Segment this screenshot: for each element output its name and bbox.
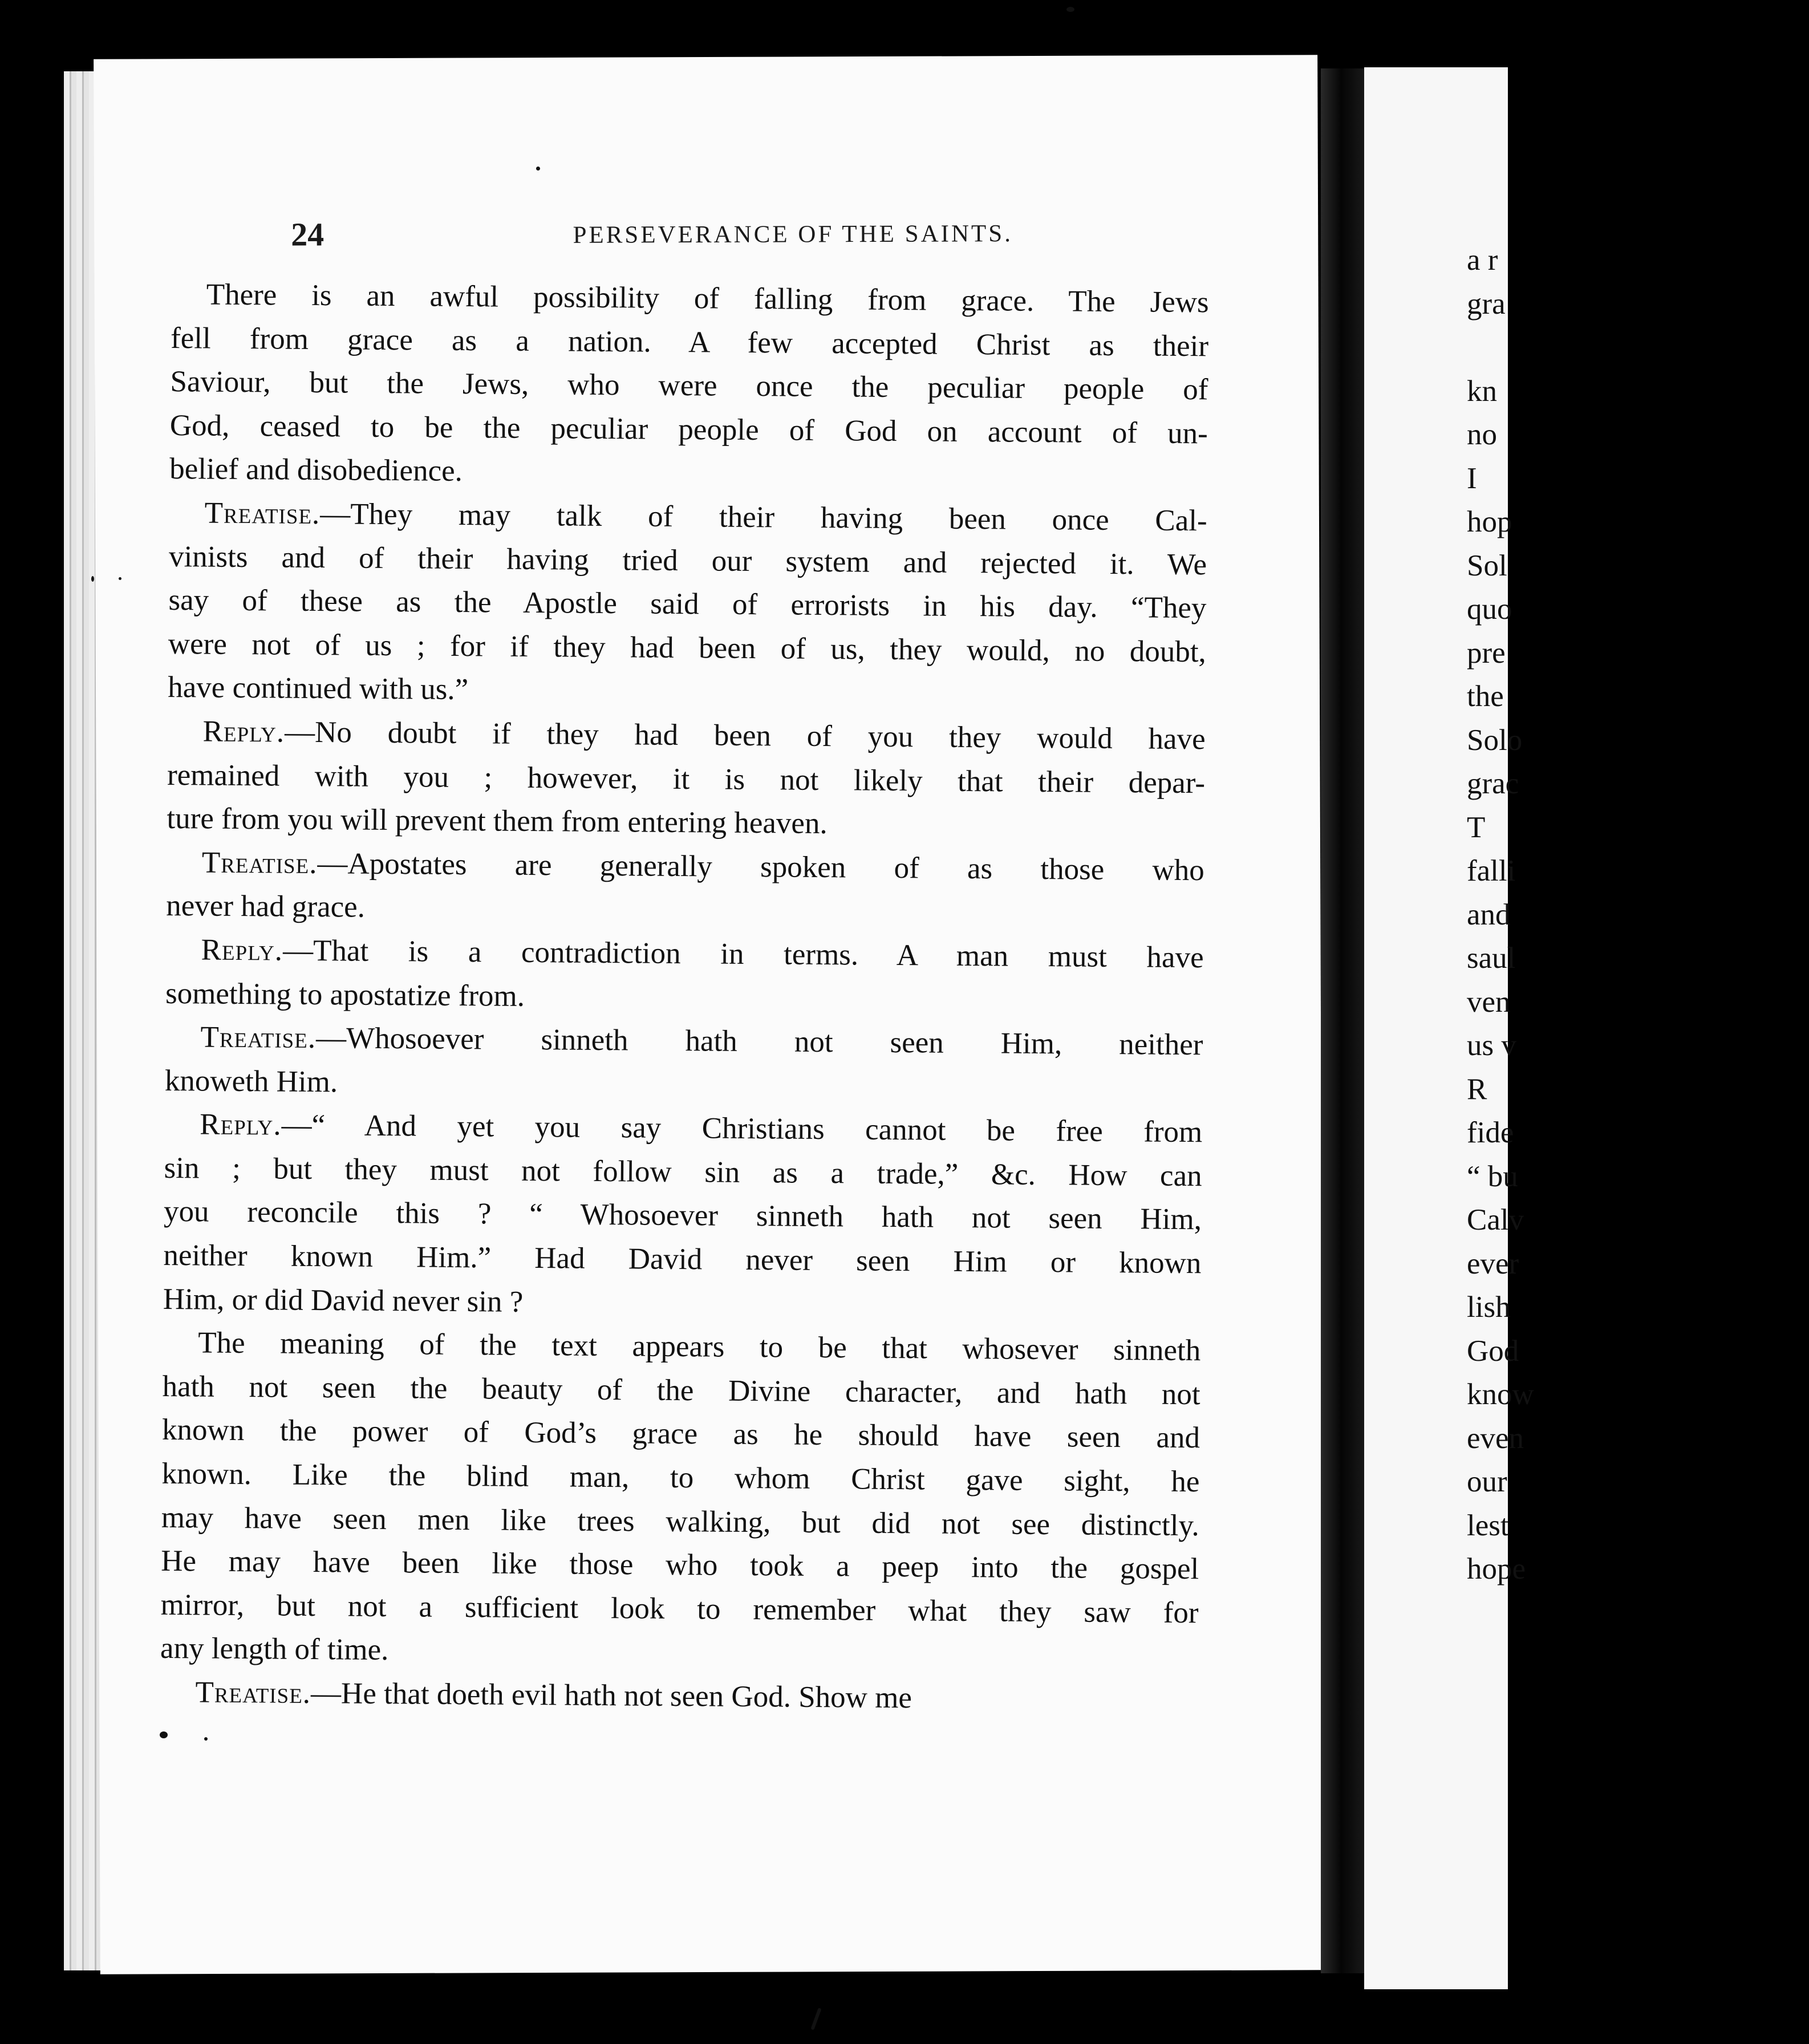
facing-page-fragment: falli (1467, 854, 1516, 887)
text-line: There is an awful possibility of falling from grace. The Jews (206, 278, 1209, 319)
paragraph (160, 1321, 1201, 1678)
speaker-label: Treatise. (195, 1676, 311, 1710)
text-line: known the power of God’s grace as he should have seen and (161, 1413, 1200, 1455)
text-line: sin ; but they must not follow sin as a trade,” &c. How can (164, 1151, 1202, 1193)
text-line (164, 1102, 1203, 1154)
speaker-label: Treatise. (200, 1020, 317, 1055)
speaker-label: Reply. (200, 1108, 282, 1142)
facing-page-fragment: hop (1467, 505, 1512, 538)
text-line: have continued with us.” (168, 671, 469, 707)
facing-page-fragment: quo (1467, 593, 1512, 626)
dust-speck (119, 577, 121, 580)
facing-page-fragment: a r (1467, 244, 1498, 277)
dust-speck (1066, 7, 1074, 12)
dust-speck (536, 167, 540, 171)
paragraph (167, 709, 1206, 849)
text-line (165, 928, 1204, 980)
facing-page-fragment: fide (1467, 1116, 1514, 1149)
text-line (169, 491, 1207, 543)
facing-page-fragment: Calv (1467, 1203, 1524, 1236)
paragraph (165, 1015, 1203, 1110)
paragraph (166, 841, 1204, 936)
line-text: —“ And yet you say Christians cannot be free from (281, 1108, 1203, 1149)
facing-page-fragment: God (1467, 1334, 1519, 1368)
speaker-label: Reply. (202, 715, 285, 749)
paragraph (165, 928, 1204, 1023)
text-line: knoweth Him. (164, 1064, 338, 1099)
dust-speck (91, 576, 94, 582)
line-text: —Whosoever sinneth hath not seen Him, neither (315, 1021, 1203, 1062)
text-line (165, 1015, 1203, 1067)
facing-page-fragment: even (1467, 1421, 1524, 1455)
facing-page-fragment: know (1467, 1378, 1534, 1411)
text-line (167, 709, 1206, 761)
facing-page-fragment: saul (1467, 942, 1516, 975)
text-line: ture from you will prevent them from entering heaven. (167, 802, 828, 841)
text-line: say of these as the Apostle said of errorists in his day. “They (168, 583, 1207, 625)
facing-page-fragment: us v (1467, 1029, 1516, 1062)
text-line: neither known Him.” Had David never seen Him or known (163, 1239, 1202, 1280)
text-line: Saviour, but the Jews, who were once the peculiar people of (170, 365, 1208, 407)
text-line: were not of us ; for if they had been of us, they would, no doubt, (168, 627, 1207, 669)
facing-page-fragment: lish (1467, 1291, 1511, 1324)
facing-page-fragment: I (1467, 461, 1477, 495)
line-text: —That is a contradiction in terms. A man must have (282, 934, 1204, 975)
text-line (160, 1670, 1198, 1722)
facing-page-fragment: R (1467, 1072, 1487, 1106)
facing-page-fragment: grac (1467, 767, 1519, 800)
speaker-label: Treatise. (204, 496, 321, 531)
facing-page-fragment: and (1467, 898, 1511, 931)
text-line: God, ceased to be the peculiar people of God on account of un- (169, 408, 1208, 451)
text-line: any length of time. (160, 1632, 389, 1667)
paragraph (160, 1670, 1198, 1722)
facing-page-fragment: T (1467, 810, 1486, 844)
facing-page-fragment: our (1467, 1465, 1507, 1498)
facing-page-fragment: “ bu (1467, 1159, 1518, 1193)
text-line: something to apostatize from. (165, 976, 525, 1013)
facing-page-fragment: the (1467, 680, 1504, 713)
dust-speck (160, 1731, 168, 1738)
text-line: remained with you ; however, it is not likely that their depar- (167, 758, 1206, 800)
text-line: The meaning of the text appears to be that whosever sinneth (198, 1326, 1201, 1368)
line-text: —No doubt if they had been of you they would have (284, 715, 1206, 756)
paragraph (168, 491, 1207, 717)
facing-page-fragment: gra (1467, 287, 1506, 321)
text-line: known. Like the blind man, to whom Christ gave sight, he (161, 1457, 1200, 1499)
facing-page-fragment: Solo (1467, 723, 1523, 757)
facing-page (1364, 67, 1534, 1989)
facing-page-fragment: Sol (1467, 549, 1507, 582)
facing-page-fragment: no (1467, 418, 1497, 451)
text-line: hath not seen the beauty of the Divine character, and hath not (162, 1369, 1200, 1412)
facing-page-fragment: hope (1467, 1552, 1526, 1585)
facing-page-fragment: lest (1467, 1508, 1509, 1542)
dust-speck (810, 2008, 821, 2030)
page-number: 24 (291, 216, 325, 253)
text-line (167, 841, 1205, 893)
text-line: you reconcile this ? “ Whosoever sinneth hath not seen Him, (163, 1195, 1202, 1236)
line-text: —He that doeth evil hath not seen God. Show me (310, 1677, 912, 1715)
facing-page-fragment: ven (1467, 985, 1511, 1019)
text-line: vinists and of their having tried our system and rejected it. We (168, 540, 1207, 581)
paragraph (163, 1102, 1203, 1329)
dust-speck (204, 1737, 208, 1741)
text-line: mirror, but not a sufficient look to remember what they saw for (160, 1588, 1199, 1630)
text-line: may have seen men like trees walking, but did not see distinctly. (161, 1500, 1200, 1542)
text-line: belief and disobedience. (169, 452, 463, 488)
line-text: —They may talk of their having been once Cal- (320, 497, 1207, 538)
body-text (160, 273, 1209, 1722)
line-text: —Apostates are generally spoken of as those who (317, 846, 1205, 887)
speaker-label: Treatise. (201, 846, 318, 880)
facing-page-fragment: ever (1467, 1247, 1519, 1280)
text-line: never had grace. (166, 889, 366, 924)
text-line: He may have been like those who took a peep into the gospel (161, 1544, 1199, 1586)
text-line: fell from grace as a nation. A few accepted Christ as their (170, 321, 1209, 363)
running-title: PERSEVERANCE OF THE SAINTS. (573, 220, 1013, 249)
speaker-label: Reply. (201, 933, 283, 967)
text-line: Him, or did David never sin ? (163, 1282, 524, 1319)
facing-page-fragment: pre (1467, 636, 1506, 670)
facing-page-fragment: kn (1467, 374, 1497, 408)
book-gutter (1321, 68, 1366, 1973)
page-header (291, 206, 1295, 266)
paragraph (169, 273, 1209, 499)
